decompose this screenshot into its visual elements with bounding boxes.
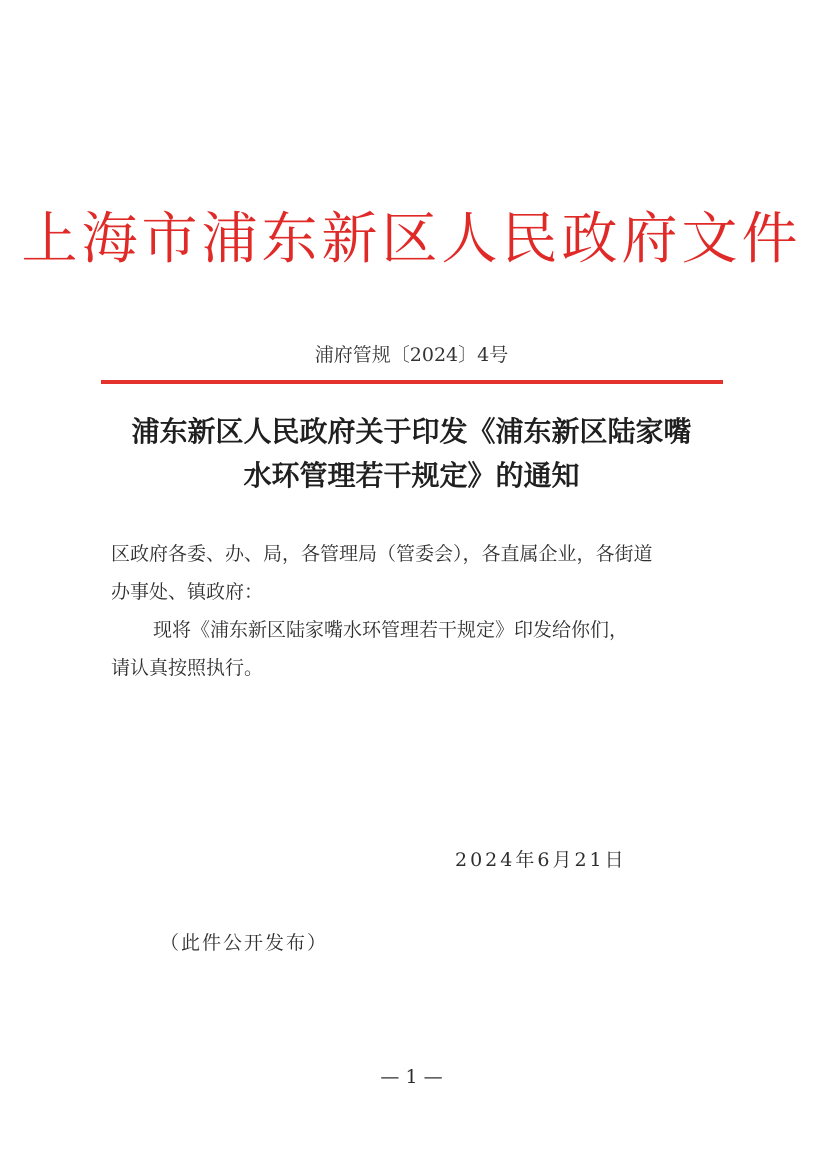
page-number: — 1 — [380,1066,443,1088]
notice-body [111,611,721,687]
body-line-1: 现将《浦东新区陆家嘴水环管理若干规定》印发给你们， [153,619,629,641]
addressee-line-2: 办事处、镇政府： [111,581,264,603]
disclosure-note: （此件公开发布） [160,932,329,954]
masthead-title: 上海市浦东新区人民政府文件 [21,207,802,272]
document-number: 浦府管规〔2024〕4号 [314,344,509,366]
issue-date: 2024年6月21日 [455,849,627,871]
red-divider-line [101,380,723,384]
document-title [80,410,743,498]
body-line-2: 请认真按照执行。 [111,657,264,679]
title-line-2: 水环管理若干规定》的通知 [243,459,580,492]
title-line-1: 浦东新区人民政府关于印发《浦东新区陆家嘴 [131,415,692,448]
addressee-block [111,535,721,611]
addressee-line-1: 区政府各委、办、局，各管理局（管委会），各直属企业，各街道 [111,543,653,565]
